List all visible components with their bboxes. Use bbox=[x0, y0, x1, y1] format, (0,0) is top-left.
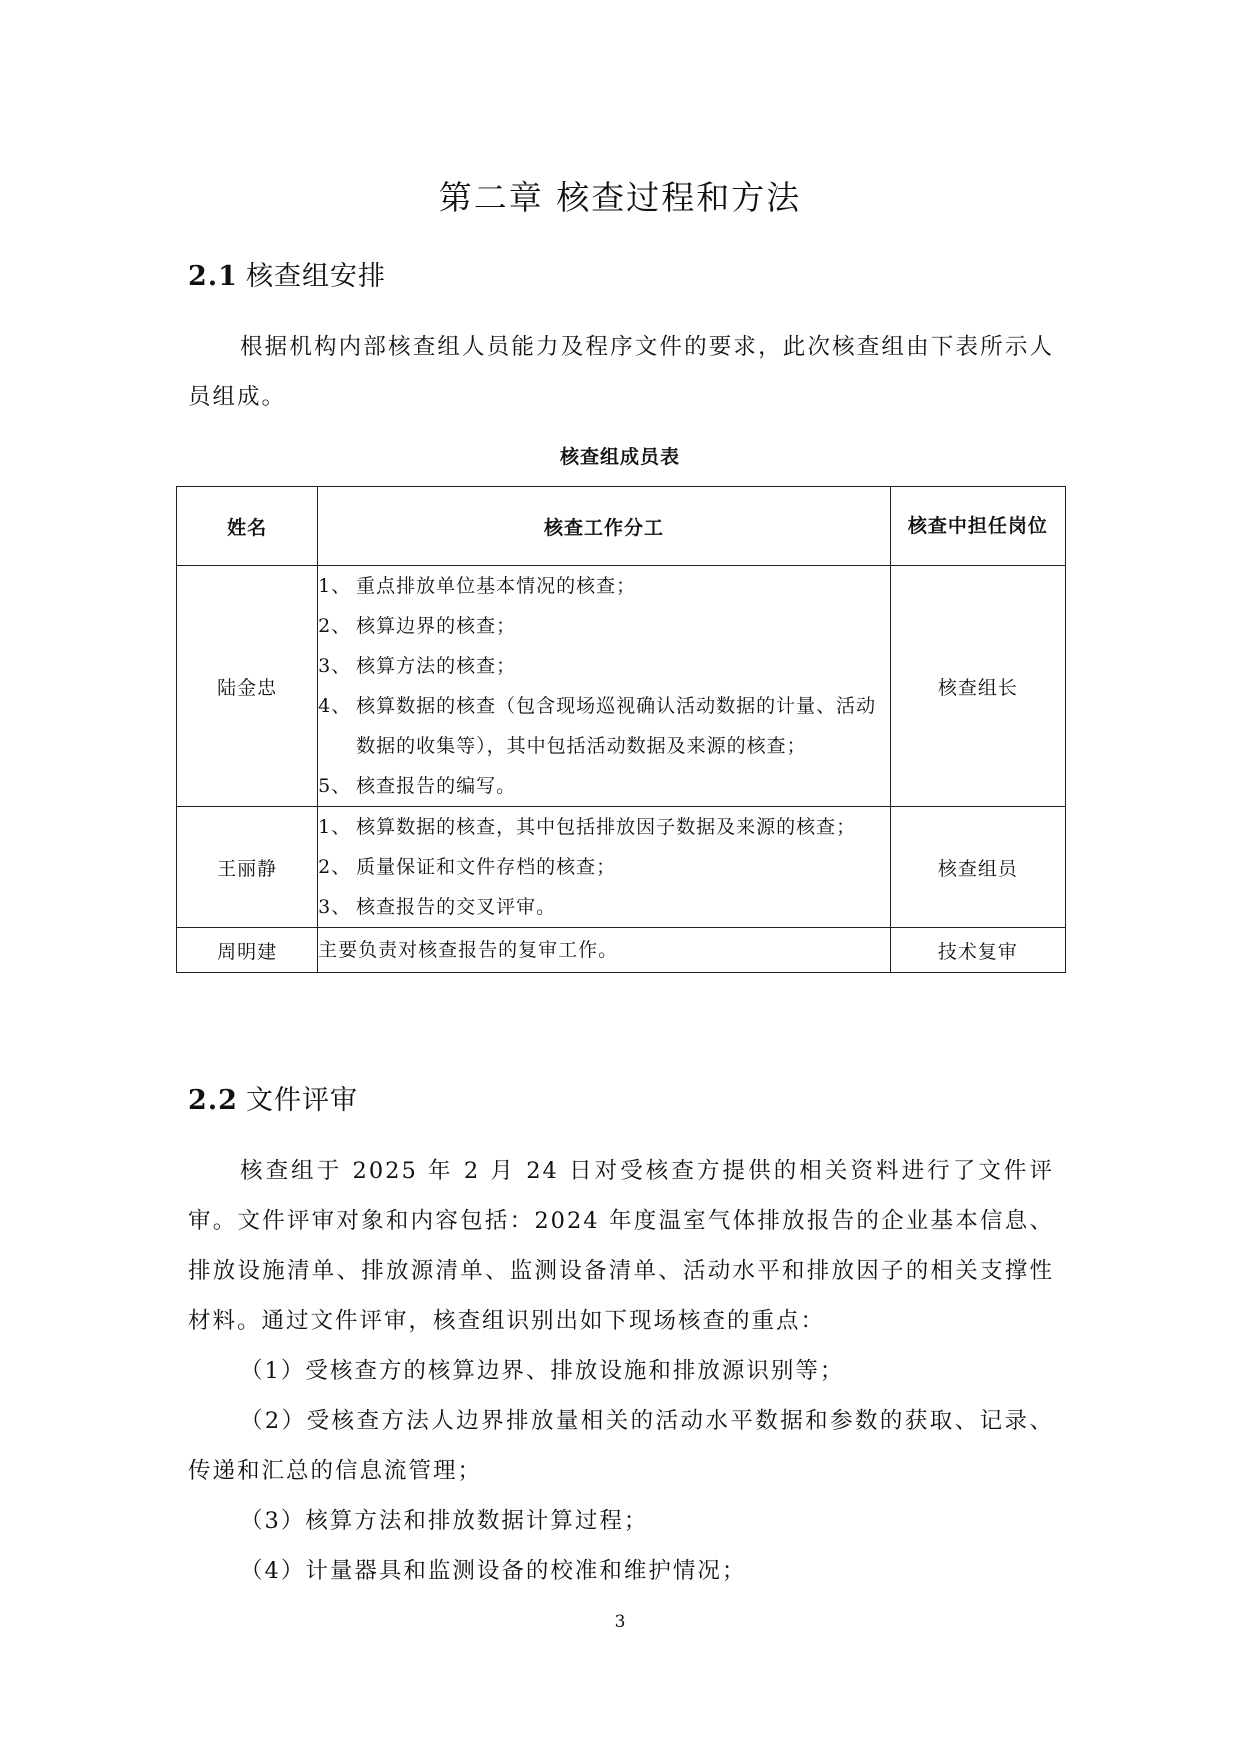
duty-number: 4、 bbox=[318, 695, 352, 717]
duty-text: 核算数据的核查（包含现场巡视确认活动数据的计量、活动数据的收集等），其中包括活动数据及来源的核查； bbox=[356, 695, 877, 757]
section-title: 文件评审 bbox=[245, 1085, 358, 1116]
duty-item bbox=[318, 646, 890, 686]
list-item: （1）受核查方的核算边界、排放设施和排放源识别等； bbox=[240, 1358, 845, 1384]
member-name: 陆金忠 bbox=[177, 566, 318, 807]
duty-number: 2、 bbox=[318, 615, 352, 637]
duty-item bbox=[318, 686, 890, 766]
duty-text: 核查报告的编写。 bbox=[356, 775, 517, 797]
member-role: 核查组员 bbox=[890, 807, 1065, 928]
duty-item bbox=[318, 606, 890, 646]
duty-number: 2、 bbox=[318, 856, 352, 878]
section-paragraph: 根据机构内部核查组人员能力及程序文件的要求，此次核查组由下表所示人员组成。 bbox=[188, 334, 1054, 410]
duty-item bbox=[318, 566, 890, 606]
duty-text: 核算边界的核查； bbox=[356, 615, 517, 637]
table-header-row bbox=[177, 487, 1066, 566]
duty-text: 重点排放单位基本情况的核查； bbox=[356, 575, 637, 597]
section-heading-2-1 bbox=[188, 258, 386, 296]
member-role: 技术复审 bbox=[890, 928, 1065, 973]
header-duty: 核查工作分工 bbox=[318, 487, 891, 566]
duty-item bbox=[318, 807, 890, 847]
table-caption: 核查组成员表 bbox=[559, 446, 680, 468]
header-role-label: 核查中担任岗位 bbox=[907, 515, 1048, 537]
member-name: 周明建 bbox=[177, 928, 318, 973]
duty-item bbox=[318, 766, 890, 806]
member-role: 核查组长 bbox=[890, 566, 1065, 807]
duty-number: 3、 bbox=[318, 655, 352, 677]
chapter-title: 第二章 核查过程和方法 bbox=[438, 178, 802, 217]
member-duty-text: 主要负责对核查报告的复审工作。 bbox=[318, 928, 891, 973]
duty-item bbox=[318, 887, 890, 927]
section-paragraph: 核查组于 2025 年 2 月 24 日对受核查方提供的相关资料进行了文件评审。文件评审对象和内容包括：2024 年度温室气体排放报告的企业基本信息、排放设施清单、排放源清单、监测设备清单、活动水平和排放因子的相关支撑性材料。通过文件评审，核查组识别出如下现场核查的重点： bbox=[188, 1158, 1054, 1334]
duty-number: 5、 bbox=[318, 775, 352, 797]
duty-text: 核算方法的核查； bbox=[356, 655, 517, 677]
duty-number: 3、 bbox=[318, 896, 352, 918]
header-role bbox=[890, 487, 1065, 566]
list-item: （2）受核查方法人边界排放量相关的活动水平数据和参数的获取、记录、传递和汇总的信息流管理； bbox=[188, 1408, 1054, 1484]
duty-number: 1、 bbox=[318, 816, 352, 838]
member-duties bbox=[318, 807, 891, 928]
members-table bbox=[176, 486, 1066, 973]
section-number: 2.2 bbox=[188, 1085, 238, 1116]
duty-number: 1、 bbox=[318, 575, 352, 597]
table-row bbox=[177, 807, 1066, 928]
table-row bbox=[177, 928, 1066, 973]
member-name: 王丽静 bbox=[177, 807, 318, 928]
page-number: 3 bbox=[614, 1612, 626, 1632]
header-name: 姓名 bbox=[177, 487, 318, 566]
list-item: （3）核算方法和排放数据计算过程； bbox=[240, 1508, 649, 1534]
section-number: 2.1 bbox=[188, 261, 238, 292]
section-heading-2-2 bbox=[188, 1082, 358, 1120]
duty-text: 质量保证和文件存档的核查； bbox=[356, 856, 617, 878]
duty-text: 核查报告的交叉评审。 bbox=[356, 896, 557, 918]
duty-text: 核算数据的核查，其中包括排放因子数据及来源的核查； bbox=[356, 816, 857, 838]
list-item: （4）计量器具和监测设备的校准和维护情况； bbox=[240, 1558, 747, 1584]
table-row bbox=[177, 566, 1066, 807]
duty-item bbox=[318, 847, 890, 887]
member-duties bbox=[318, 566, 891, 807]
section-title: 核查组安排 bbox=[245, 261, 386, 292]
